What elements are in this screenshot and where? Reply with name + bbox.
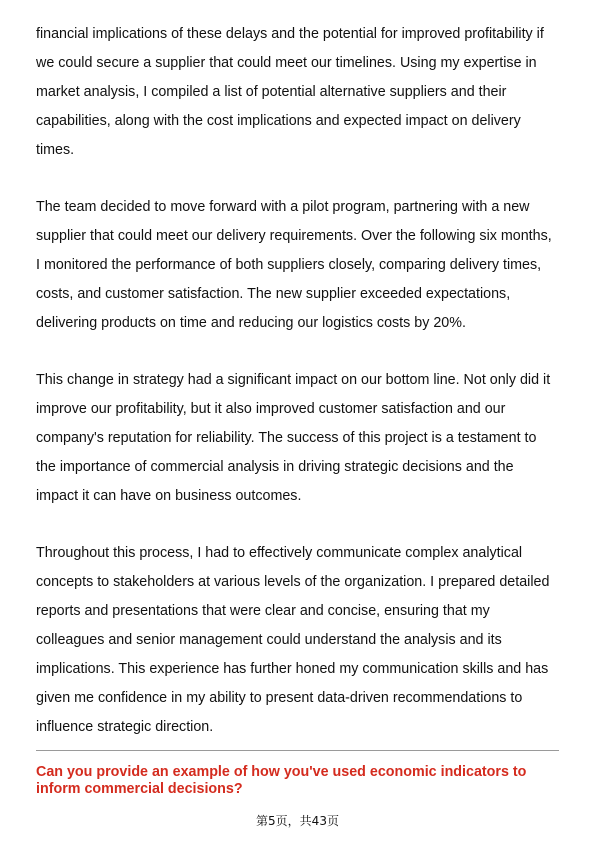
paragraph-4: Throughout this process, I had to effectively communicate complex analytical concepts to stakeholders at various levels of the organization. I prepared detailed reports and presentations that were clear and concise, ensuring that my colleagues and senior management could understand the analysis and its implications. This experience has further honed my communication skills and has given me confidence in my ability to present data-driven recommendations to influence strategic direction. (36, 545, 550, 735)
paragraph-2: The team decided to move forward with a pilot program, partnering with a new supplier that could meet our delivery requirements. Over the following six months, I monitored the performance of both suppliers closely, comparing delivery times, costs, and customer satisfaction. The new supplier exceeded expectations, delivering products on time and reducing our logistics costs by 20%. (36, 199, 552, 331)
paragraph-3: This change in strategy had a significant impact on our bottom line. Not only did it improve our profitability, but it also improved customer satisfaction and our company's reputation for reliability. The success of this project is a testament to the importance of commercial analysis in driving strategic decisions and the impact it can have on business outcomes. (36, 372, 551, 504)
paragraph-1: financial implications of these delays and the potential for improved profitability if we could secure a supplier that could meet our timelines. Using my expertise in market analysis, I compiled a list of potential alternative suppliers and their capabilities, along with the cost implications and expected impact on delivery times. (36, 26, 544, 158)
question-heading: Can you provide an example of how you've used economic indicators to inform commercial decisions? (36, 764, 527, 797)
section-divider (36, 750, 559, 751)
page-footer: 第5页，共43页 (256, 814, 339, 828)
